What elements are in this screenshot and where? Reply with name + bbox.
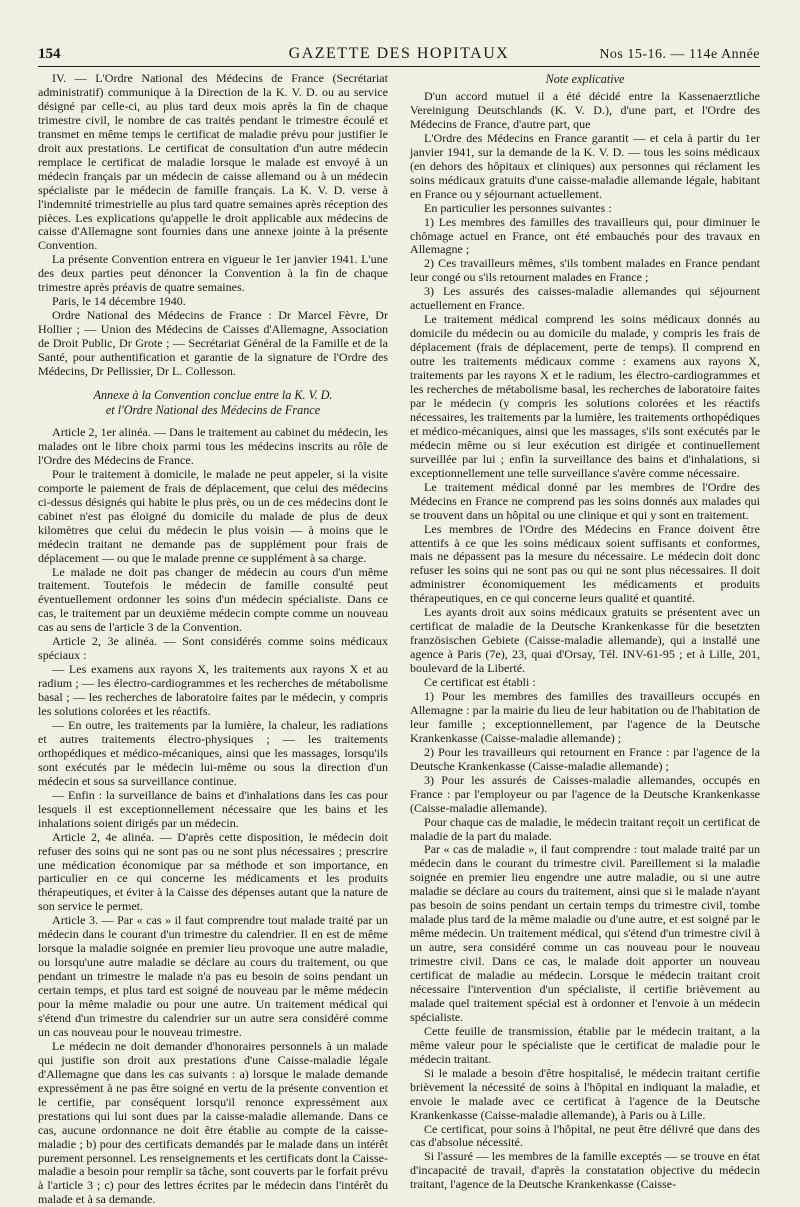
page-header	[38, 40, 760, 67]
note-paragraph: Le traitement médical comprend les soins médicaux donnés au domicile du médecin ou au domicile du malade, y compris les frais de déplacement (frais de déplacement, perte de temps). Il comprend en outre les traitements médicaux comme : examens aux rayons X, traitements par les rayons X et le radium, les électro-cardiogrammes et les recherches de métabolisme basal, les recherches de laboratoire faites par le médecin (y compris les solutions colorées et les réactifs nécessaires, les traitements par la lumière, les traitements orthopédiques et médico-mécaniques, ainsi que les massages, s'ils sont exécutés par le médecin même ou si leur exécution est dirigée et continuellement surveillée par lui ; enfin la surveillance des bains et d'inhalations, si exceptionnellement une telle surveillance s'avère comme nécessaire.	[410, 312, 760, 480]
annex-paragraph: Pour le traitement à domicile, le malade ne peut appeler, si la visite comporte le paiement de frais de déplacement, que celui des médecins ci-dessus désignés qui habite le plus près, ou un de ces médecins dont le cabinet n'est pas éloigné du domicile du malade de plus de deux kilomètres que celui du médecin le plus voisin — à moins que le médecin traitant ne demande pas de supplément pour frais de déplacement — ou que le malade prenne ce supplément à sa charge.	[38, 466, 388, 565]
note-paragraph: Les membres de l'Ordre des Médecins en France doivent être attentifs à ce que les soins médicaux soient suffisants et conformes, mais ne dépassent pas la mesure du nécessaire. Le médecin doit donc refuser les soins qui ne sont pas ou qui ne sont plus nécessaires. Il doit administrer économiquement les médicaments et produits thérapeutiques, en ce qui concerne leurs qualité et quantité.	[410, 521, 760, 606]
note-paragraph: Si l'assuré — les membres de la famille exceptés — se trouve en état d'incapacité de travail, d'après la constatation objective du médecin traitant, l'agence de la Deutsche Krankenkasse (Caisse-	[410, 1149, 760, 1192]
note-paragraph: Ce certificat est établi :	[424, 675, 536, 690]
convention-date: Paris, le 14 décembre 1940.	[52, 294, 186, 309]
note-paragraph: 3) Pour les assurés de Caisses-maladie allemandes, occupés en France : par l'employeur ou par l'agence de la Deutsche Krankenkasse (Caisse-maladie allemande).	[410, 772, 760, 815]
note-paragraph: D'un accord mutuel il a été décidé entre la Kassenaerztliche Vereinigung Deutschlands (K. V. D.), d'une part, et l'Ordre des Médecins de France, d'autre part, que	[410, 89, 760, 131]
note-title: Note explicative	[545, 72, 625, 86]
text-columns	[38, 71, 760, 1207]
annex-paragraph: — En outre, les traitements par la lumière, la chaleur, les radiations et autres traitements électro-physiques ; — les traitements orthopédiques et médico-mécaniques, ainsi que les massages, lorsqu'ils sont exécutés par le médecin lui-même ou sous la direction d'un médecin et sous sa surveillance continue.	[38, 717, 388, 788]
note-paragraph: Cette feuille de transmission, établie par le médecin traitant, a la même valeur pour le spécialiste que le certificat de maladie pour le médecin traitant.	[410, 1023, 760, 1066]
convention-paragraph: IV. — L'Ordre National des Médecins de France (Secrétariat administratif) communique à la Direction de la K. V. D. ou au service désigné par celle-ci, au plus tard deux mois après la fin de chaque trimestre civil, le nombre de cas traités pendant le trimestre écoulé et transmet en même temps le certificat de maladie prévu pour justifier le droit aux prestations. Le certificat de consultation d'un autre médecin remplace le certificat de maladie lorsque le malade est envoyé à un médecin français par un médecin de caisse allemand ou à un médecin spécialiste par le médecin de famille français. La K. V. D. verse à l'indemnité trimestrielle au plus tard quatre semaines après réception des pièces. Les explications qu'appelle le droit applicable aux médecins de caisse d'Allemagne sont fournies dans une annexe jointe à la présente Convention.	[38, 71, 388, 253]
annex-title-line: et l'Ordre National des Médecins de France	[105, 402, 321, 417]
annex-title-line: Annexe à la Convention conclue entre la K. V. D.	[93, 387, 333, 402]
note-paragraph: Les ayants droit aux soins médicaux gratuits se présentent avec un certificat de maladie de la Deutsche Krankenkasse für die besetzten französischen Gebiete (Caisse-maladie allemande), qui a installé une agence à Paris (7e), 23, quai d'Orsay, Tél. INV-61-95 ; et à Lille, 201, boulevard de la Liberté.	[410, 605, 760, 676]
annex-paragraph: Le médecin ne doit demander d'honoraires personnels à un malade qui justifie son droit aux prestations d'une Caisse-maladie légale d'Allemagne que dans les cas suivants : a) lorsque le malade demande expressément à ne pas être soigné en vertu de la présente convention et le certifie, par conséquent lorsqu'il renonce expressément aux prestations qui lui sont dues par la caisse-maladie allemande. Dans ce cas, aucune ordonnance ne doit être établie au compte de la caisse-maladie ; b) pour des certificats demandés par le malade dans un intérêt purement personnel. Les renseignements et les certificats dont la Caisse-maladie a besoin pour remplir sa tâche, sont couverts par le forfait prévu à l'article 3 ; c) pour des lettres écrites par le médecin dans l'intérêt du malade et à sa demande.	[38, 1038, 388, 1207]
right-column	[410, 72, 760, 1192]
note-paragraph: 1) Les membres des familles des travailleurs qui, pour diminuer le chômage actuel en France, ont été embauchés pour des travaux en Allemagne ;	[410, 214, 760, 257]
annex-paragraph: — Les examens aux rayons X, les traitements aux rayons X et au radium ; — les électro-cardiogrammes et les recherches de métabolisme basal ; — les recherches de laboratoire faites par le médecin, y compris les solutions colorées et les réactifs.	[38, 662, 388, 719]
left-column	[38, 71, 388, 1207]
note-paragraph: 1) Pour les membres des familles des travailleurs occupés en Allemagne : par la mairie du lieu de leur habitation ou de l'habitation de leur famille ; exceptionnellement, par l'agence de la Deutsche Krankenkasse (Caisse-maladie allemande) ;	[410, 688, 760, 745]
note-paragraph: Par « cas de maladie », il faut comprendre : tout malade traité par un médecin dans le courant du trimestre civil. Pareillement si la maladie soignée en premier lieu engendre une autre maladie, ou si une autre maladie se déclare au cours du traitement, ainsi que si le malade n'ayant pas besoin de soins pendant un certain temps du trimestre civil, tombe malade plus tard de la même maladie ou d'une autre, et est soigné par le même médecin. Un traitement médical, qui s'étend d'un trimestre civil à un autre, sera considéré comme un cas nouveau pour le nouveau trimestre civil. Dans ce cas, le malade doit apporter un nouveau certificat de maladie au médecin. Lorsque le médecin traitant croit nécessaire l'intervention d'un spécialiste, il certifie brièvement au malade quel traitement spécial est à ordonner et l'envoie à un médecin spécialiste.	[410, 842, 760, 1024]
annex-paragraph: Article 2, 1er alinéa. — Dans le traitement au cabinet du médecin, les malades ont le libre choix parmi tous les médecins inscrits au rôle de l'Ordre des Médecins de France.	[38, 424, 388, 467]
note-paragraph: L'Ordre des Médecins en France garantit — et cela à partir du 1er janvier 1941, sur la demande de la K. V. D. — tous les soins médicaux (en dehors des hôpitaux et cliniques) aux personnes qui réclament les soins médicaux gratuits d'une caisse-maladie allemande légale, habitant en France ou y séjournant actuellement.	[410, 130, 760, 201]
note-paragraph: 3) Les assurés des caisses-maladie allemandes qui séjournent actuellement en France.	[410, 284, 760, 313]
signatories-paragraph: Ordre National des Médecins de France : Dr Marcel Fèvre, Dr Hollier ; — Union des Médecins de Caisses d'Allemagne, Association de Droit Public, Dr Grote ; — Secrétariat Général de la Famille et de la Santé, pour authentification et garantie de la signature de l'Ordre des Médecins, Dr Pellissier, Dr L. Collesson.	[38, 308, 388, 379]
annex-title	[38, 388, 388, 418]
note-paragraph: 2) Pour les travailleurs qui retournent en France : par l'agence de la Deutsche Krankenkasse (Caisse-maladie allemande) ;	[410, 744, 760, 773]
annex-paragraph: Article 3. — Par « cas » il faut comprendre tout malade traité par un médecin dans le courant d'un trimestre du calendrier. Il en est de même lorsque la maladie soignée en premier lieu provoque une autre maladie, ou lorsqu'une autre maladie se déclare au cours du traitement, ou que pendant un trimestre le malade n'a pas eu besoin de soins pendant un certain temps, et plus tard est soigné de nouveau par le même médecin pour la même maladie ou pour une autre. Un traitement médical qui s'étend d'un trimestre du calendrier sur un autre sera considéré comme un cas nouveau pour le nouveau trimestre.	[38, 913, 388, 1039]
note-paragraph: Si le malade a besoin d'être hospitalisé, le médecin traitant certifie brièvement la nécessité de soins à l'hôpital en indiquant la maladie, et envoie le malade avec ce certificat à l'agence de la Deutsche Krankenkasse (Caisse-maladie allemande), à Paris ou à Lille.	[410, 1065, 760, 1122]
note-paragraph: 2) Ces travailleurs mêmes, s'ils tombent malades en France pendant leur congé ou s'ils retournent malades en France ;	[410, 256, 760, 285]
issue-number: Nos 15-16. — 114e Année	[599, 47, 760, 62]
note-paragraph: Pour chaque cas de maladie, le médecin traitant reçoit un certificat de maladie de la part du malade.	[410, 814, 760, 843]
note-paragraph: Le traitement médical donné par les membres de l'Ordre des Médecins en France ne comprend pas les soins donnés aux malades qui se trouvent dans un hôpital ou une clinique et qui y sont en traitement.	[410, 479, 760, 522]
page-number: 154	[38, 46, 61, 62]
annex-paragraph: Article 2, 4e alinéa. — D'après cette disposition, le médecin doit refuser des soins qui ne sont pas ou ne sont plus nécessaires ; prescrire une médication économique par sa méthode et son importance, en particulier en ce qui concerne les médicaments et les produits thérapeutiques, et éviter à la Caisse des dépenses autant que la nature de son service le permet.	[38, 829, 388, 914]
journal-title: GAZETTE DES HOPITAUX	[288, 45, 510, 62]
note-paragraph: Ce certificat, pour soins à l'hôpital, ne peut être délivré que dans des cas d'absolue nécessité.	[410, 1121, 760, 1150]
convention-paragraph: La présente Convention entrera en vigueur le 1er janvier 1941. L'une des deux parties peut dénoncer la Convention à la fin de chaque trimestre après préavis de quatre semaines.	[38, 252, 388, 295]
annex-paragraph: — Enfin : la surveillance de bains et d'inhalations dans les cas pour lesquels il est exceptionnellement nécessaire que les bains et les inhalations soient dirigés par un médecin.	[38, 787, 388, 830]
note-paragraph: En particulier les personnes suivantes :	[424, 200, 612, 215]
annex-paragraph: Article 2, 3e alinéa. — Sont considérés comme soins médicaux spéciaux :	[38, 634, 388, 663]
annex-paragraph: Le malade ne doit pas changer de médecin au cours d'un même traitement. Toutefois le médecin de famille consulté peut éventuellement ordonner les soins d'un médecin spécialiste. Dans ce cas, le traitement par un deuxième médecin compte comme un nouveau cas au sens de l'article 3 de la Convention.	[38, 564, 388, 635]
